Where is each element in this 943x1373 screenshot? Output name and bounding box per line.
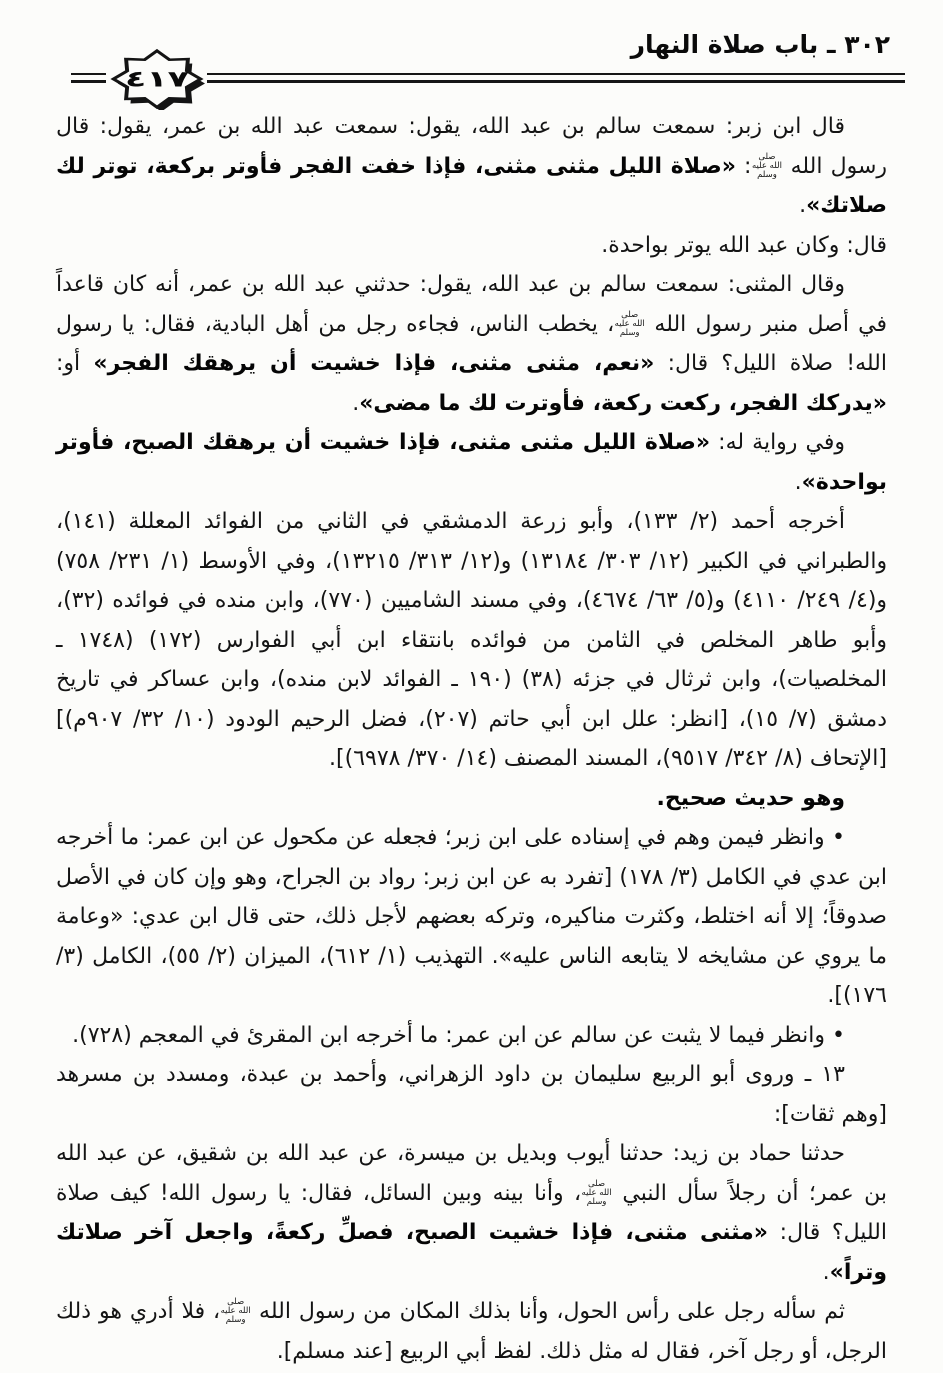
paragraph-2 <box>56 226 887 266</box>
honorific-mark: صلى الله عليه وسلم <box>751 151 782 180</box>
body-text: • وانظر فيما لا يثبت عن سالم عن ابن عمر: ما أخرجه ابن المقرئ في المعجم (٧٢٨). <box>72 1022 845 1048</box>
hadith-text: «نعم، مثنى مثنى، فإذا خشيت أن يرهقك الفجر» <box>93 351 655 376</box>
body-text: . <box>352 390 360 416</box>
body-text: قال: وكان عبد الله يوتر بواحدة. <box>601 232 887 258</box>
body-text: قال ابن زبر: سمعت سالم بن عبد الله، يقول: سمعت عبد الله بن عمر، يقول: قال رسول الله <box>56 114 887 179</box>
page-number-seal-icon <box>109 48 205 110</box>
body-text: . <box>794 469 802 495</box>
hadith-text: وهو حديث صحيح. <box>656 785 845 811</box>
paragraph-8-note <box>56 1016 887 1056</box>
body-text: وقال المثنى: سمعت سالم بن عبد الله، يقول: حدثني عبد الله بن عمر، أنه كان قاعداً في أصل منبر رسول الله <box>56 272 887 337</box>
hadith-text: «صلاة الليل مثنى مثنى، فإذا خشيت أن يرهقك الصبح، فأوتر بواحدة» <box>56 430 887 495</box>
paragraph-5-takhrij <box>56 502 887 779</box>
paragraph-10 <box>56 1134 887 1292</box>
page-body <box>56 107 887 1371</box>
honorific-mark: صلى الله عليه وسلم <box>614 309 645 338</box>
body-text: أخرجه أحمد (٢/ ١٣٣)، وأبو زرعة الدمشقي في الثاني من الفوائد المعللة (١٤١)، والطبراني في الكبير (١٢/ ٣٠٣/ ١٣١٨٤) و(١٢/ ٣١٣/ ١٣٢١٥)، وفي الأوسط (١/ ٢٣١/ ٧٥٨) و(٤/ ٢٤٩/ ٤١١٠) و(٥/ ٦٣/ ٤٦٧٤)، وفي مسند الشاميين (٧٧٠)، وابن منده في فوائده (٣٢)، وأبو طاهر المخلص في الثامن من فوائده بانتقاء ابن أبي الفوارس (١٧٢) (١٧٤٨ ـ المخلصيات)، وابن ثرثال في جزئه (٣٨) (١٩٠ ـ الفوائد لابن منده)، وابن عساكر في تاريخ دمشق (٧/ ١٥)، [انظر: علل ابن أبي حاتم (٢٠٧)، فضل الرحيم الودود (١٠/ ٣٢/ ٩٠٧م)] [الإتحاف (٨/ ٣٤٢/ ٩٥١٧)، المسند المصنف (١٤/ ٣٧٠/ ٦٩٧٨)]. <box>56 509 888 771</box>
body-text: ثم سأله رجل على رأس الحول، وأنا بذلك المكان من رسول الله <box>251 1299 845 1324</box>
header-rule-left <box>71 73 106 83</box>
honorific-mark: صلى الله عليه وسلم <box>220 1297 251 1325</box>
body-text: . <box>799 193 807 218</box>
body-text: ، يخطب الناس، فجاءه رجل من أهل البادية، فقال: يا رسول الله! صلاة الليل؟ قال: <box>56 311 887 376</box>
body-text: ، وأنا بينه وبين السائل، فقال: يا رسول الله! كيف صلاة الليل؟ قال: <box>56 1180 887 1245</box>
body-text: ١٣ ـ وروى أبو الربيع سليمان بن داود الزهراني، وأحمد بن عبدة، ومسدد بن مسرهد [وهم ثقات]: <box>56 1062 887 1127</box>
body-text: ، فلا أدري هو ذلك الرجل، أو رجل آخر، فقال له مثل ذلك. لفظ أبي الربيع [عند مسلم]. <box>56 1299 887 1364</box>
hadith-text: «مثنى مثنى، فإذا خشيت الصبح، فصلِّ ركعةً، واجعل آخر صلاتك وتراً» <box>56 1220 887 1285</box>
body-text: : <box>735 153 752 179</box>
paragraph-7-note <box>56 818 887 1016</box>
chapter-title: ٣٠٢ ـ باب صلاة النهار <box>630 30 890 59</box>
body-text: حدثنا حماد بن زيد: حدثنا أيوب وبديل بن ميسرة، عن عبد الله بن شقيق، عن عبد الله بن عمر؛ أن رجلاً سأل النبي <box>56 1141 887 1206</box>
header-rule-right <box>207 73 905 83</box>
hadith-text: «يدركك الفجر، ركعت ركعة، فأوترت لك ما مضى» <box>359 390 887 416</box>
paragraph-6-grading <box>56 779 887 819</box>
body-text: . <box>822 1259 830 1285</box>
paragraph-11 <box>56 1292 887 1371</box>
paragraph-3 <box>56 265 887 423</box>
paragraph-1 <box>56 107 887 226</box>
honorific-mark: صلى الله عليه وسلم <box>581 1178 612 1207</box>
page-number: ٤١٧ <box>125 65 189 92</box>
body-text: • وانظر فيمن وهم في إسناده على ابن زبر؛ فجعله عن مكحول عن ابن عمر: ما أخرجه ابن عدي في الكامل (٣/ ١٧٨) [تفرد به عن ابن زبر: رواد بن الجراح، وهو وإن كان في الأصل صدوقاً؛ إلا أنه اختلط، وكثرت مناكيره، وتركه بعضهم لأجل ذلك، حتى قال ابن عدي: «وعامة ما يروي عن مشايخه لا يتابعه الناس عليه». التهذيب (١/ ٦١٢)، الميزان (٢/ ٥٥)، الكامل (٣/ ١٧٦)]. <box>56 825 888 1008</box>
paragraph-9-hadith-13 <box>56 1055 887 1134</box>
body-text: أو: <box>56 351 94 376</box>
hadith-text: «صلاة الليل مثنى مثنى، فإذا خفت الفجر فأوتر بركعة، توتر لك صلاتك» <box>56 153 887 218</box>
paragraph-4 <box>56 423 887 502</box>
body-text: وفي رواية له: <box>710 430 845 455</box>
